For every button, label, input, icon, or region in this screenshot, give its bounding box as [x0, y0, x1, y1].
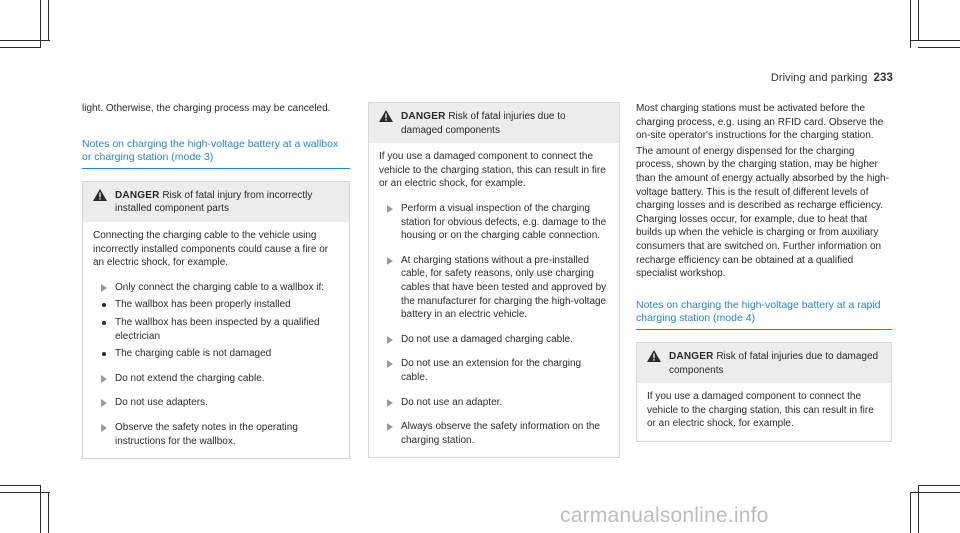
danger-header — [369, 103, 619, 143]
crop-mark — [910, 492, 960, 493]
arrow-icon — [387, 360, 393, 368]
crop-mark — [910, 492, 911, 533]
step-text: Do not use an extension for the charging cable. — [401, 358, 582, 383]
crop-mark — [48, 492, 49, 533]
bullet-icon — [102, 352, 106, 356]
danger-header — [637, 343, 891, 383]
crop-mark — [0, 40, 50, 41]
body-paragraph: The amount of energy dispensed for the charging process, shown by the charging station, may be higher than the amount of energy actually absorbed by the high-voltage battery. This is the result of different levels of charging losses and is described as recharge efficiency. Charging losses occur, for example, due to heat that builds up when the vehicle is charging or from auxiliary consumers that are switched on. Further information on recharge efficiency can be obtained at a qualified specialist workshop. — [636, 145, 889, 280]
arrow-icon — [101, 284, 107, 292]
list-item-text: The wallbox has been inspected by a qualified electrician — [115, 316, 320, 342]
danger-box — [368, 102, 620, 458]
crop-mark — [918, 0, 919, 40]
step-text: At charging stations without a pre-installed cable, for safety reasons, only use charging cables that have been tested and approved by the manufacturer for charging the high-voltage battery in an electric vehicle. — [401, 254, 607, 321]
section-title: Driving and parking — [770, 72, 868, 84]
crop-mark — [0, 485, 40, 486]
column-2 — [368, 102, 620, 458]
arrow-icon — [387, 399, 393, 407]
danger-text: If you use a damaged component to connect the vehicle to the charging station, this can result in fire or an electric shock, for example. — [647, 391, 874, 430]
warning-triangle-icon — [647, 350, 661, 362]
list-item — [93, 298, 339, 312]
danger-body — [369, 143, 619, 457]
list-item — [93, 316, 339, 343]
bullet-icon — [102, 303, 106, 307]
intro-text: light. Otherwise, the charging process may be canceled. — [82, 103, 331, 114]
danger-box — [636, 342, 892, 442]
instruction-step — [379, 202, 609, 243]
step-text: Always observe the safety information on the charging station. — [401, 421, 600, 446]
warning-triangle-icon — [379, 110, 393, 122]
crop-mark — [48, 0, 49, 40]
instruction-step — [93, 372, 339, 386]
danger-label: DANGER — [401, 111, 446, 122]
crop-mark — [918, 485, 960, 486]
arrow-icon — [387, 257, 393, 265]
page-number: 233 — [873, 72, 893, 84]
step-text: Do not use adapters. — [115, 397, 208, 409]
danger-header — [83, 182, 349, 222]
danger-label: DANGER — [669, 350, 714, 362]
danger-title: Risk of fatal injury from incorrectly installed component parts — [115, 189, 313, 215]
arrow-icon — [387, 336, 393, 344]
section-heading: Notes on charging the high-voltage battery at a wallbox or charging station (mode 3) — [82, 138, 350, 169]
arrow-icon — [387, 423, 393, 431]
step-text: Do not extend the charging cable. — [115, 372, 265, 384]
watermark: carmanualsonline.info — [560, 504, 769, 527]
body-paragraph: Most charging stations must be activated before the charging process, e.g. using an RFID card. Observe the on-site operator's instructions for the charging station. — [636, 103, 884, 142]
crop-mark — [0, 492, 50, 493]
crop-mark — [918, 47, 960, 48]
danger-body — [83, 222, 349, 458]
instruction-step — [379, 420, 609, 447]
instruction-step — [379, 254, 609, 322]
list-item — [93, 347, 339, 361]
instruction-step — [379, 396, 609, 410]
instruction-step — [379, 357, 609, 384]
column-1 — [82, 102, 350, 459]
arrow-icon — [101, 399, 107, 407]
arrow-icon — [101, 424, 107, 432]
danger-title: Risk of fatal injuries due to damaged components — [401, 111, 566, 136]
arrow-icon — [101, 375, 107, 383]
instruction-step — [93, 396, 339, 410]
warning-triangle-icon — [93, 189, 107, 201]
arrow-icon — [387, 205, 393, 213]
danger-label: DANGER — [115, 189, 160, 201]
danger-text: If you use a damaged component to connect the vehicle to the charging station, this can result in fire or an electric shock, for example. — [379, 151, 606, 190]
step-text: Do not use a damaged charging cable. — [401, 333, 573, 345]
crop-mark — [910, 40, 960, 41]
column-3 — [636, 102, 892, 442]
section-heading: Notes on charging the high-voltage battery at a rapid charging station (mode 4) — [636, 299, 892, 330]
step-text: Perform a visual inspection of the charging station for obvious defects, e.g. damage to the housing or on the charging cable connection. — [401, 202, 607, 242]
step-text: Do not use an adapter. — [401, 396, 503, 408]
danger-box — [82, 181, 350, 459]
danger-body — [637, 383, 891, 441]
step-text: Observe the safety notes in the operating instructions for the wallbox. — [115, 421, 298, 447]
step-text: Only connect the charging cable to a wallbox if: — [115, 281, 325, 293]
instruction-step — [93, 281, 339, 295]
list-item-text: The charging cable is not damaged — [115, 348, 272, 360]
running-header — [771, 72, 893, 84]
bullet-icon — [102, 321, 106, 325]
list-item-text: The wallbox has been properly installed — [115, 299, 291, 311]
danger-text: Connecting the charging cable to the vehicle using incorrectly installed components could cause a fire or an electric shock, for example. — [93, 229, 329, 269]
instruction-step — [379, 333, 609, 347]
crop-mark — [0, 47, 40, 48]
instruction-step — [93, 421, 339, 448]
danger-title: Risk of fatal injuries due to damaged components — [669, 350, 879, 376]
